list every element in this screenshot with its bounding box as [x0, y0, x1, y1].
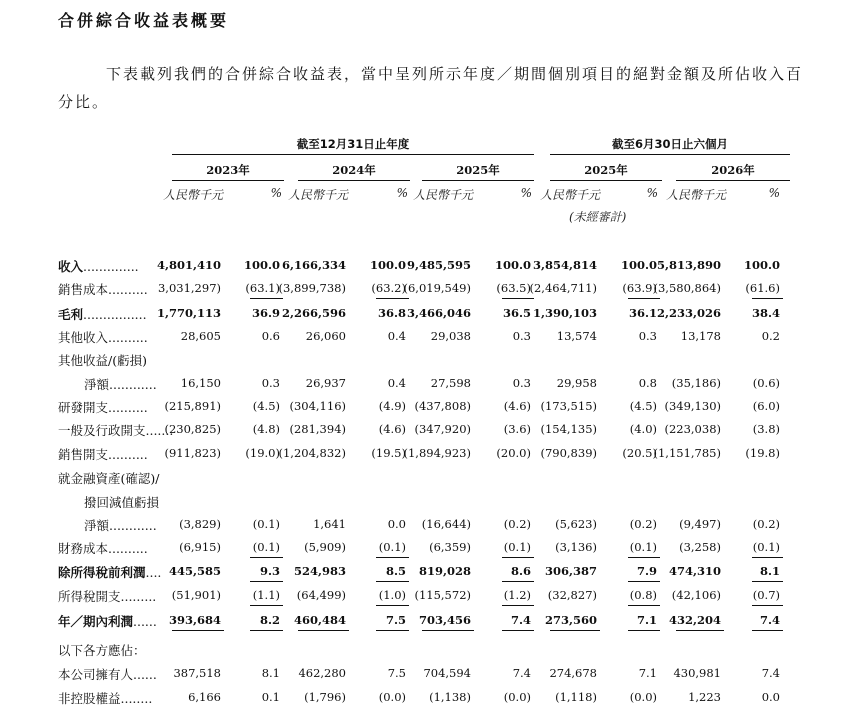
amount-cell: (42,106) — [671, 588, 721, 602]
amount-cell: (6,915) — [179, 540, 221, 554]
underline-rule — [502, 581, 534, 582]
amount-cell: 1,770,113 — [156, 306, 221, 320]
percent-cell: (0.6) — [752, 376, 780, 390]
amount-cell: (281,394) — [289, 422, 346, 436]
amount-cell: (6,019,549) — [403, 281, 471, 295]
leader-dots: .......... — [108, 282, 148, 297]
percent-cell: 100.0 — [494, 258, 531, 272]
amount-cell: 704,594 — [423, 666, 471, 680]
amount-cell: 462,280 — [298, 666, 346, 680]
intro-text: 下表載列我們的合併綜合收益表，當中呈列所示年度／期間個別項目的絕對金額及所佔收入百分比。 — [58, 65, 804, 111]
amount-cell: 274,678 — [549, 666, 597, 680]
percent-cell: (0.1) — [252, 517, 280, 531]
intro-paragraph — [58, 60, 803, 116]
percent-cell: 0.6 — [261, 329, 280, 343]
leader-dots: ............ — [109, 518, 157, 533]
underline-rule — [422, 630, 474, 631]
amount-cell: (2,464,711) — [529, 281, 597, 295]
underline-rule — [250, 630, 283, 631]
amount-cell: 29,038 — [430, 329, 471, 343]
underline-rule — [172, 630, 224, 631]
year-header-2025: 2025年 — [456, 163, 500, 177]
percent-cell: 7.4 — [510, 613, 531, 627]
amount-cell: 1,390,103 — [532, 306, 597, 320]
percent-cell: (4.5) — [252, 399, 280, 413]
amount-cell: 1,223 — [688, 690, 721, 704]
pct-header: % — [768, 186, 780, 200]
percent-cell: (0.0) — [629, 690, 657, 704]
group-rule-annual — [172, 154, 534, 155]
year-header-2023: 2023年 — [206, 163, 250, 177]
amount-cell: (32,827) — [547, 588, 597, 602]
percent-cell: (0.1) — [378, 540, 406, 554]
percent-cell: (19.5) — [371, 446, 406, 460]
underline-rule — [376, 630, 409, 631]
percent-cell: (0.2) — [629, 517, 657, 531]
percent-cell: (20.0) — [496, 446, 531, 460]
year-header-2025-interim: 2025年 — [584, 163, 628, 177]
row-label-text: 其他收益/(虧損) — [58, 353, 147, 368]
row-label-text: 就金融資產(確認)/ — [58, 471, 160, 486]
row-label — [58, 351, 147, 369]
percent-cell: 7.4 — [512, 666, 531, 680]
percent-cell: (0.2) — [752, 517, 780, 531]
amount-cell: 524,983 — [293, 564, 346, 578]
amount-cell: (154,135) — [540, 422, 597, 436]
percent-cell: 0.1 — [261, 690, 280, 704]
amount-cell: (1,138) — [429, 690, 471, 704]
leader-dots: .......... — [108, 447, 148, 462]
amount-cell: (437,808) — [414, 399, 471, 413]
percent-cell: 36.8 — [377, 306, 406, 320]
amount-cell: (3,580,864) — [653, 281, 721, 295]
percent-cell: (1.1) — [252, 588, 280, 602]
leader-dots: .......... — [108, 541, 148, 556]
amount-cell: (1,118) — [555, 690, 597, 704]
percent-cell: (4.5) — [629, 399, 657, 413]
percent-cell: (61.6) — [745, 281, 780, 295]
group-header-interim: 截至6月30日止六個月 — [611, 137, 728, 151]
row-label — [58, 398, 148, 416]
amount-cell: 819,028 — [418, 564, 471, 578]
leader-dots: .......... — [108, 330, 148, 345]
year-header-2026-interim: 2026年 — [711, 163, 755, 177]
underline-rule — [250, 298, 283, 299]
amount-cell: 26,937 — [305, 376, 346, 390]
leader-dots: ....... — [145, 423, 174, 438]
row-label — [58, 328, 148, 346]
percent-cell: 0.8 — [638, 376, 657, 390]
year-rule — [298, 180, 410, 181]
row-label — [58, 257, 139, 275]
amount-cell: (3,258) — [679, 540, 721, 554]
amount-cell: 27,598 — [430, 376, 471, 390]
percent-cell: (0.1) — [252, 540, 280, 554]
underline-rule — [250, 581, 283, 582]
underline-rule — [676, 630, 724, 631]
amount-cell: (347,920) — [414, 422, 471, 436]
row-label-text: 毛利 — [58, 307, 84, 322]
leader-dots: ......... — [120, 589, 157, 604]
amount-cell: (5,909) — [304, 540, 346, 554]
row-label-text: 一般及行政開支 — [58, 423, 146, 438]
leader-dots: ...... — [133, 614, 157, 629]
underline-rule — [250, 557, 283, 558]
percent-cell: (3.8) — [752, 422, 780, 436]
amount-cell: (64,499) — [296, 588, 346, 602]
percent-cell: 100.0 — [243, 258, 280, 272]
percent-cell: 7.4 — [759, 613, 780, 627]
underline-rule — [628, 630, 660, 631]
pct-header: % — [646, 186, 658, 200]
underline-rule — [502, 630, 534, 631]
row-label-text: 撥回減值虧損 — [84, 495, 160, 510]
percent-cell: 0.4 — [387, 376, 406, 390]
amount-cell: 273,560 — [544, 613, 597, 627]
percent-cell: 100.0 — [743, 258, 780, 272]
row-label — [58, 445, 148, 463]
row-label-text: 非控股權益 — [58, 691, 121, 706]
row-label-text: 除所得稅前利潤 — [58, 565, 146, 580]
percent-cell: (4.0) — [629, 422, 657, 436]
amount-cell: 3,466,046 — [406, 306, 471, 320]
underline-rule — [502, 298, 534, 299]
percent-cell: 7.4 — [761, 666, 780, 680]
pct-header: % — [396, 186, 408, 200]
percent-cell: (63.9) — [622, 281, 657, 295]
amount-cell: (16,644) — [421, 517, 471, 531]
percent-cell: 7.9 — [636, 564, 657, 578]
percent-cell: 38.4 — [751, 306, 780, 320]
leader-dots: .... — [145, 565, 162, 580]
amount-cell: 6,166,334 — [281, 258, 346, 272]
row-label-text: 淨額 — [84, 518, 110, 533]
percent-cell: 0.2 — [761, 329, 780, 343]
amount-cell: 474,310 — [668, 564, 721, 578]
percent-cell: 0.4 — [387, 329, 406, 343]
underline-rule — [628, 605, 660, 606]
underline-rule — [752, 630, 783, 631]
percent-cell: 8.2 — [259, 613, 280, 627]
percent-cell: (63.5) — [496, 281, 531, 295]
row-label-text: 銷售成本 — [58, 282, 109, 297]
unit-header: 人民幣千元 — [666, 188, 727, 202]
amount-cell: 5,813,890 — [656, 258, 721, 272]
amount-cell: (115,572) — [414, 588, 471, 602]
row-label-text: 其他收入 — [58, 330, 109, 345]
underline-rule — [752, 605, 783, 606]
percent-cell: 0.3 — [261, 376, 280, 390]
amount-cell: 306,387 — [544, 564, 597, 578]
underline-rule — [502, 605, 534, 606]
group-rule-interim — [550, 154, 790, 155]
underline-rule — [376, 581, 409, 582]
amount-cell: 393,684 — [168, 613, 221, 627]
underline-rule — [628, 557, 660, 558]
row-label — [58, 375, 157, 393]
percent-cell: (63.2) — [371, 281, 406, 295]
underline-rule — [502, 557, 534, 558]
amount-cell: (35,186) — [671, 376, 721, 390]
row-label-text: 所得稅開支 — [58, 589, 121, 604]
amount-cell: 13,178 — [680, 329, 721, 343]
percent-cell: (4.6) — [503, 399, 531, 413]
amount-cell: 29,958 — [556, 376, 597, 390]
percent-cell: (20.5) — [622, 446, 657, 460]
row-label-text: 年／期內利潤 — [58, 614, 134, 629]
row-label — [58, 689, 152, 707]
percent-cell: 36.1 — [628, 306, 657, 320]
row-label — [58, 665, 157, 683]
unaudited-note: (未經審計) — [569, 210, 627, 224]
unit-header: 人民幣千元 — [163, 188, 224, 202]
underline-rule — [376, 298, 409, 299]
percent-cell: (4.8) — [252, 422, 280, 436]
row-label — [58, 421, 173, 439]
percent-cell: 7.5 — [385, 613, 406, 627]
percent-cell: (4.9) — [378, 399, 406, 413]
amount-cell: (3,899,738) — [278, 281, 346, 295]
unit-header: 人民幣千元 — [540, 188, 601, 202]
unit-header: 人民幣千元 — [413, 188, 474, 202]
amount-cell: (1,894,923) — [403, 446, 471, 460]
row-label — [58, 612, 157, 630]
row-label — [58, 587, 156, 605]
percent-cell: 8.6 — [510, 564, 531, 578]
amount-cell: 2,266,596 — [281, 306, 346, 320]
percent-cell: (0.2) — [503, 517, 531, 531]
amount-cell: 2,233,026 — [656, 306, 721, 320]
unit-header: 人民幣千元 — [288, 188, 349, 202]
amount-cell: (790,839) — [540, 446, 597, 460]
amount-cell: 3,031,297) — [157, 281, 221, 295]
percent-cell: 0.0 — [387, 517, 406, 531]
amount-cell: (304,116) — [289, 399, 346, 413]
percent-cell: 7.1 — [638, 666, 657, 680]
amount-cell: (6,359) — [429, 540, 471, 554]
percent-cell: (4.6) — [378, 422, 406, 436]
percent-cell: (0.1) — [503, 540, 531, 554]
percent-cell: (63.1) — [245, 281, 280, 295]
row-label — [58, 516, 157, 534]
row-label — [58, 469, 159, 487]
amount-cell: 16,150 — [180, 376, 221, 390]
year-rule — [172, 180, 284, 181]
amount-cell: (1,151,785) — [653, 446, 721, 460]
percent-cell: (0.0) — [378, 690, 406, 704]
amount-cell: (223,038) — [664, 422, 721, 436]
amount-cell: (911,823) — [164, 446, 221, 460]
year-rule — [676, 180, 790, 181]
amount-cell: 28,605 — [180, 329, 221, 343]
amount-cell: 26,060 — [305, 329, 346, 343]
percent-cell: (1.0) — [378, 588, 406, 602]
row-label-text: 銷售開支 — [58, 447, 109, 462]
percent-cell: (0.1) — [629, 540, 657, 554]
underline-rule — [628, 298, 660, 299]
percent-cell: 0.3 — [512, 329, 531, 343]
percent-cell: 36.5 — [502, 306, 531, 320]
underline-rule — [376, 605, 409, 606]
amount-cell: (230,825) — [164, 422, 221, 436]
percent-cell: (1.2) — [503, 588, 531, 602]
underline-rule — [752, 298, 783, 299]
percent-cell: (0.7) — [752, 588, 780, 602]
percent-cell: 9.3 — [259, 564, 280, 578]
row-label — [58, 493, 159, 511]
underline-rule — [752, 581, 783, 582]
amount-cell: (1,204,832) — [278, 446, 346, 460]
amount-cell: 445,585 — [168, 564, 221, 578]
pct-header: % — [270, 186, 282, 200]
amount-cell: 13,574 — [556, 329, 597, 343]
percent-cell: 100.0 — [620, 258, 657, 272]
amount-cell: 1,641 — [313, 517, 346, 531]
row-label-text: 研發開支 — [58, 400, 109, 415]
underline-rule — [550, 630, 600, 631]
amount-cell: (51,901) — [171, 588, 221, 602]
percent-cell: 36.9 — [251, 306, 280, 320]
amount-cell: (349,130) — [664, 399, 721, 413]
amount-cell: 432,204 — [668, 613, 721, 627]
amount-cell: (215,891) — [164, 399, 221, 413]
leader-dots: .............. — [83, 259, 139, 274]
percent-cell: (19.0) — [245, 446, 280, 460]
amount-cell: (9,497) — [679, 517, 721, 531]
year-header-2024: 2024年 — [332, 163, 376, 177]
row-label — [58, 539, 148, 557]
row-label — [58, 280, 148, 298]
row-label-text: 財務成本 — [58, 541, 109, 556]
underline-rule — [752, 557, 783, 558]
group-header-annual: 截至12月31日止年度 — [296, 137, 410, 151]
amount-cell: 3,854,814 — [532, 258, 597, 272]
percent-cell: 0.0 — [761, 690, 780, 704]
pct-header: % — [520, 186, 532, 200]
section-heading: 合併綜合收益表概要 — [58, 11, 230, 30]
row-label — [58, 641, 146, 659]
amount-cell: (3,829) — [179, 517, 221, 531]
percent-cell: 8.1 — [261, 666, 280, 680]
percent-cell: (6.0) — [752, 399, 780, 413]
amount-cell: (1,796) — [304, 690, 346, 704]
row-label-text: 淨額 — [84, 377, 110, 392]
amount-cell: 430,981 — [673, 666, 721, 680]
percent-cell: (3.6) — [503, 422, 531, 436]
percent-cell: 100.0 — [369, 258, 406, 272]
percent-cell: (19.8) — [745, 446, 780, 460]
amount-cell: 4,801,410 — [156, 258, 221, 272]
leader-dots: ........ — [120, 691, 153, 706]
percent-cell: 8.5 — [385, 564, 406, 578]
amount-cell: (173,515) — [540, 399, 597, 413]
percent-cell: 0.3 — [638, 329, 657, 343]
underline-rule — [376, 557, 409, 558]
row-label-text: 以下各方應佔： — [58, 643, 146, 658]
percent-cell: (0.0) — [503, 690, 531, 704]
row-label-text: 本公司擁有人 — [58, 667, 134, 682]
year-rule — [422, 180, 534, 181]
leader-dots: ...... — [133, 667, 157, 682]
amount-cell: 6,166 — [188, 690, 221, 704]
amount-cell: (3,136) — [555, 540, 597, 554]
underline-rule — [298, 630, 349, 631]
percent-cell: 0.3 — [512, 376, 531, 390]
amount-cell: 460,484 — [293, 613, 346, 627]
percent-cell: (0.8) — [629, 588, 657, 602]
underline-rule — [250, 605, 283, 606]
row-label — [58, 563, 161, 581]
amount-cell: (5,623) — [555, 517, 597, 531]
percent-cell: 8.1 — [759, 564, 780, 578]
percent-cell: 7.1 — [636, 613, 657, 627]
row-label — [58, 305, 147, 323]
percent-cell: (0.1) — [752, 540, 780, 554]
leader-dots: ................ — [83, 307, 147, 322]
underline-rule — [628, 581, 660, 582]
amount-cell: 387,518 — [173, 666, 221, 680]
amount-cell: 703,456 — [418, 613, 471, 627]
percent-cell: 7.5 — [387, 666, 406, 680]
year-rule — [550, 180, 662, 181]
amount-cell: 9,485,595 — [406, 258, 471, 272]
leader-dots: ............ — [109, 377, 157, 392]
row-label-text: 收入 — [58, 259, 84, 274]
leader-dots: .......... — [108, 400, 148, 415]
